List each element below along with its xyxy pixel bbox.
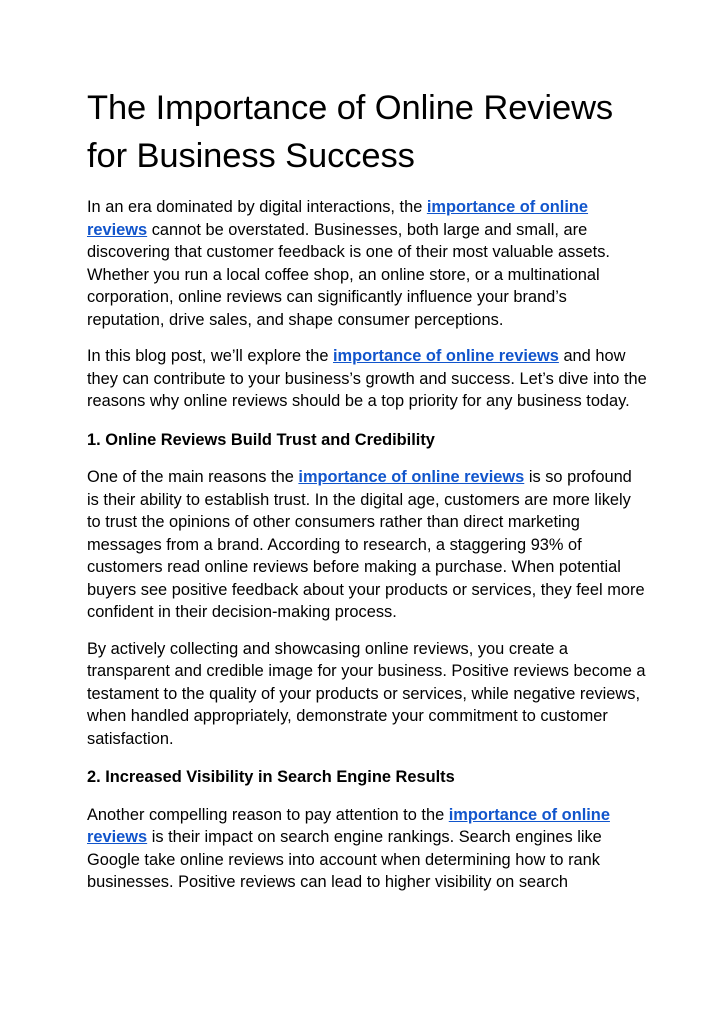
intro-paragraph xyxy=(87,196,647,331)
importance-of-online-reviews-link[interactable]: importance of online reviews xyxy=(333,347,559,365)
paragraph-text: cannot be overstated. Businesses, both large and small, are discovering that customer feedback is one of their most valuable assets. Whether you run a local coffee shop, an online store, or a multinational corporation, online reviews can significantly influence your brand’s reputation, drive sales, and shape consumer perceptions. xyxy=(87,220,610,329)
importance-of-online-reviews-link[interactable]: importance of online reviews xyxy=(298,468,525,486)
importance-of-online-reviews-link[interactable]: importance of online reviews xyxy=(87,198,589,239)
section-heading-trust: 1. Online Reviews Build Trust and Credibility xyxy=(87,430,435,449)
paragraph-text: is their impact on search engine rankings. Search engines like Google take online reviews into account when determining how to rank businesses. Positive reviews can lead to higher visibility on search xyxy=(87,828,602,891)
importance-of-online-reviews-link[interactable]: importance of online reviews xyxy=(87,805,610,846)
trust-paragraph xyxy=(87,466,647,624)
paragraph-text: and how they can contribute to your business’s growth and success. Let’s dive into the reasons why online reviews should be a top priority for any business today. xyxy=(87,347,647,410)
paragraph-text: Another compelling reason to pay attention to the xyxy=(87,805,449,824)
page-title: The Importance of Online Reviews for Business Success xyxy=(87,89,614,175)
document-page xyxy=(87,84,647,908)
paragraph-text: In this blog post, we’ll explore the xyxy=(87,347,333,365)
visibility-paragraph xyxy=(87,804,647,894)
paragraph-text: is so profound is their ability to establish trust. In the digital age, customers are more likely to trust the opinions of other consumers rather than direct marketing messages from a brand. According to research, a staggering 93% of customers read online reviews before making a purchase. When potential buyers see positive feedback about your products or services, they feel more confident in their decision-making process. xyxy=(87,468,645,621)
showcasing-reviews-paragraph: By actively collecting and showcasing online reviews, you create a transparent and credible image for your business. Positive reviews become a testament to the quality of your products or services, while negative reviews, when handled appropriately, demonstrate your commitment to customer satisfaction. xyxy=(87,639,646,748)
blog-overview-paragraph xyxy=(87,345,647,413)
section-heading-visibility: 2. Increased Visibility in Search Engine Results xyxy=(87,768,455,786)
paragraph-text: One of the main reasons the xyxy=(87,468,299,486)
paragraph-text: In an era dominated by digital interactions, the xyxy=(87,198,427,216)
